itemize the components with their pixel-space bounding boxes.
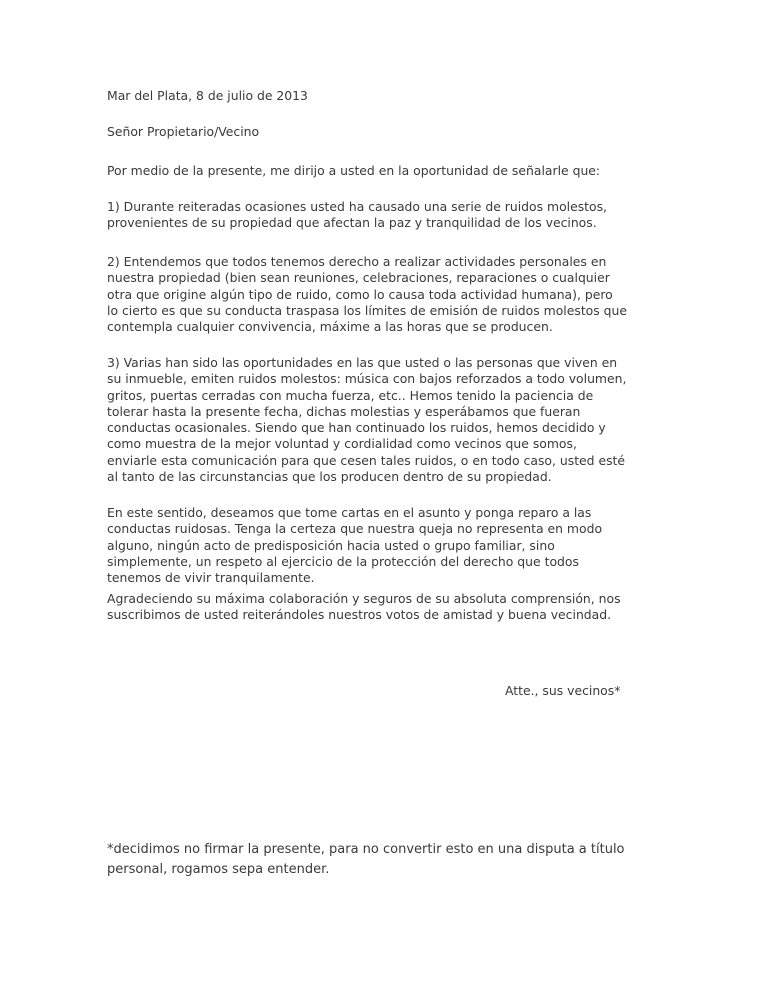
paragraph-4: En este sentido, deseamos que tome cartas en el asunto y ponga reparo a las conductas ruidosas. Tenga la certeza que nuestra queja no representa en modo alguno, ningún acto de predisposición hacia usted o grupo familiar, sino simplemente, un respeto al ejercicio de la protección del derecho que todos tenemos de vivir tranquilamente. bbox=[107, 505, 603, 586]
closing-paragraph: Agradeciendo su máxima colaboración y seguros de su absoluta comprensión, nos suscribimos de usted reiterándoles nuestros votos de amistad y buena vecindad. bbox=[107, 591, 621, 623]
signature: Atte., sus vecinos* bbox=[505, 683, 621, 698]
footnote: *decidimos no firmar la presente, para no convertir esto en una disputa a título personal, rogamos sepa entender. bbox=[107, 842, 625, 877]
paragraph-3: 3) Varias han sido las oportunidades en las que usted o las personas que viven en su inmueble, emiten ruidos molestos: música con bajos reforzados a todo volumen, gritos, puertas cerradas con mucha fuerza, etc.. Hemos tenido la paciencia de tolerar hasta la presente fecha, dichas molestias y esperábamos que fueran conductas ocasionales. Siendo que han continuado los ruidos, hemos decidido y como muestra de la mejor voluntad y cordialidad como vecinos que somos, enviarle esta comunicación para que cesen tales ruidos, o en todo caso, usted esté al tanto de las circunstancias que los producen dentro de su propiedad. bbox=[107, 355, 627, 485]
salutation: Señor Propietario/Vecino bbox=[107, 124, 260, 139]
paragraph-1: 1) Durante reiteradas ocasiones usted ha causado una serie de ruidos molestos, provenientes de su propiedad que afectan la paz y tranquilidad de los vecinos. bbox=[107, 199, 607, 231]
intro-paragraph: Por medio de la presente, me dirijo a usted en la oportunidad de señalarle que: bbox=[107, 163, 601, 178]
date-line: Mar del Plata, 8 de julio de 2013 bbox=[107, 88, 308, 103]
paragraph-2: 2) Entendemos que todos tenemos derecho a realizar actividades personales en nuestra propiedad (bien sean reuniones, celebraciones, reparaciones o cualquier otra que origine algún tipo de ruido, como lo causa toda actividad humana), pero lo cierto es que su conducta traspasa los límites de emisión de ruidos molestos que contempla cualquier convivencia, máxime a las horas que se producen. bbox=[107, 254, 627, 335]
